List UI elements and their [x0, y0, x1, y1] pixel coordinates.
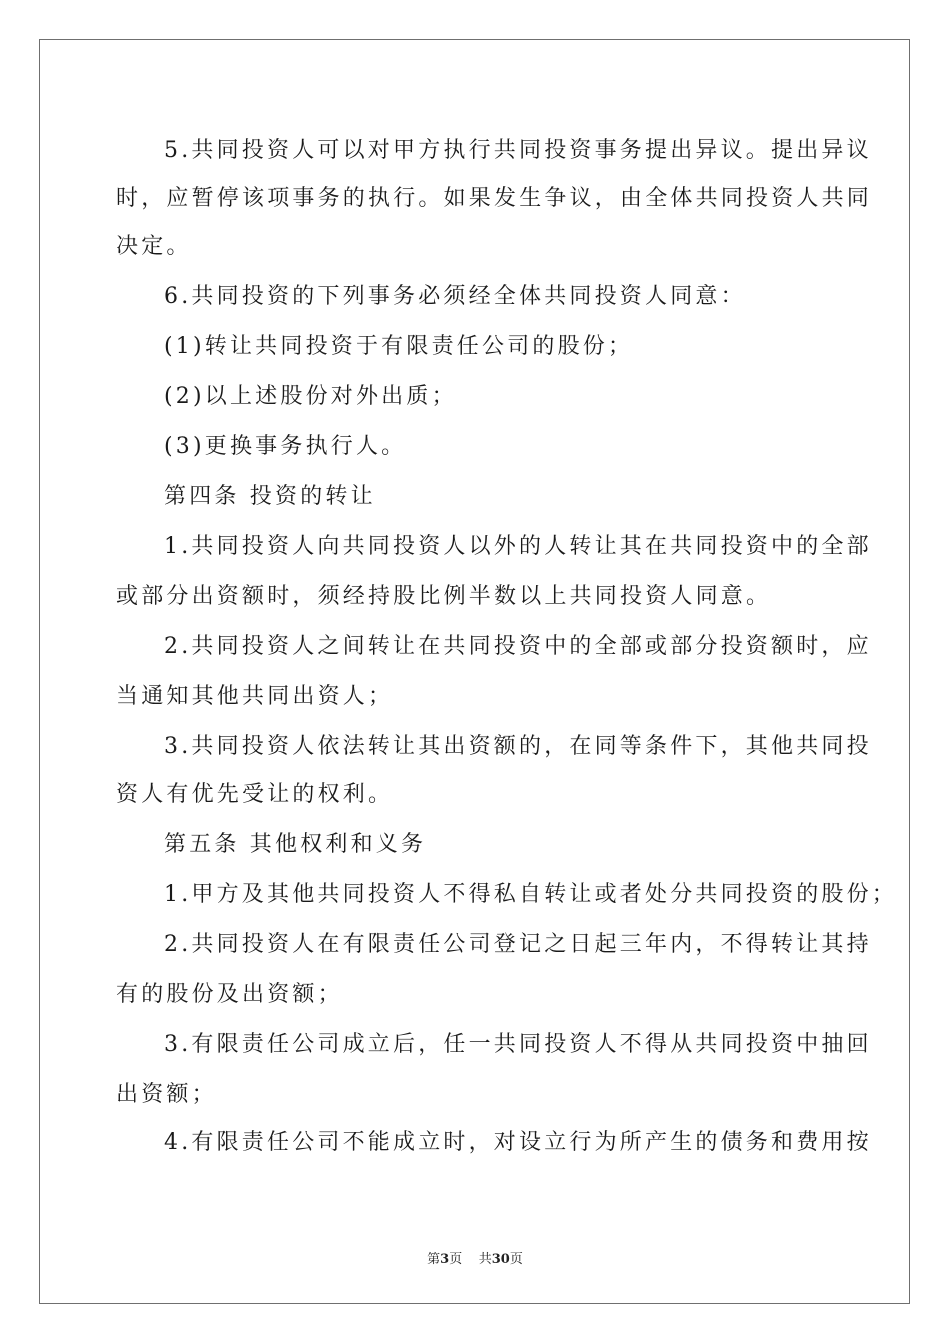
paragraph-line: 或部分出资额时，须经持股比例半数以上共同投资人同意。 — [116, 584, 772, 609]
list-item: (2)以上述股份对外出质； — [164, 384, 457, 409]
footer-prefix: 第 — [427, 1252, 441, 1267]
page-border — [39, 39, 910, 1304]
paragraph-line: 4.有限责任公司不能成立时，对设立行为所产生的债务和费用按 — [164, 1130, 872, 1155]
section-heading: 第五条 其他权利和义务 — [164, 832, 427, 857]
paragraph-line: 当通知其他共同出资人； — [116, 684, 394, 709]
footer-suffix: 页 — [509, 1252, 523, 1267]
paragraph-line: 决定。 — [116, 234, 192, 259]
paragraph-line: 时，应暂停该项事务的执行。如果发生争议，由全体共同投资人共同 — [116, 186, 873, 211]
paragraph-line: 3.有限责任公司成立后，任一共同投资人不得从共同投资中抽回 — [164, 1032, 872, 1057]
paragraph-line: 资人有优先受让的权利。 — [116, 782, 394, 807]
list-item: (1)转让共同投资于有限责任公司的股份； — [164, 334, 634, 359]
paragraph-line: 3.共同投资人依法转让其出资额的，在同等条件下，其他共同投 — [164, 734, 872, 759]
paragraph-line: 1.甲方及其他共同投资人不得私自转让或者处分共同投资的股份； — [164, 882, 897, 907]
paragraph-line: 出资额； — [116, 1082, 217, 1107]
footer-mid: 页 共 — [449, 1252, 492, 1267]
page-footer — [0, 1248, 950, 1267]
total-page-number: 30 — [491, 1252, 510, 1267]
paragraph-line: 2.共同投资人在有限责任公司登记之日起三年内，不得转让其持 — [164, 932, 872, 957]
paragraph-line: 5.共同投资人可以对甲方执行共同投资事务提出异议。提出异议 — [164, 138, 872, 163]
paragraph-line: 6.共同投资的下列事务必须经全体共同投资人同意： — [164, 284, 746, 309]
section-heading: 第四条 投资的转让 — [164, 484, 376, 509]
current-page-number: 3 — [440, 1252, 450, 1267]
paragraph-line: 1.共同投资人向共同投资人以外的人转让其在共同投资中的全部 — [164, 534, 872, 559]
list-item: (3)更换事务执行人。 — [164, 434, 407, 459]
paragraph-line: 2.共同投资人之间转让在共同投资中的全部或部分投资额时，应 — [164, 634, 872, 659]
paragraph-line: 有的股份及出资额； — [116, 982, 343, 1007]
